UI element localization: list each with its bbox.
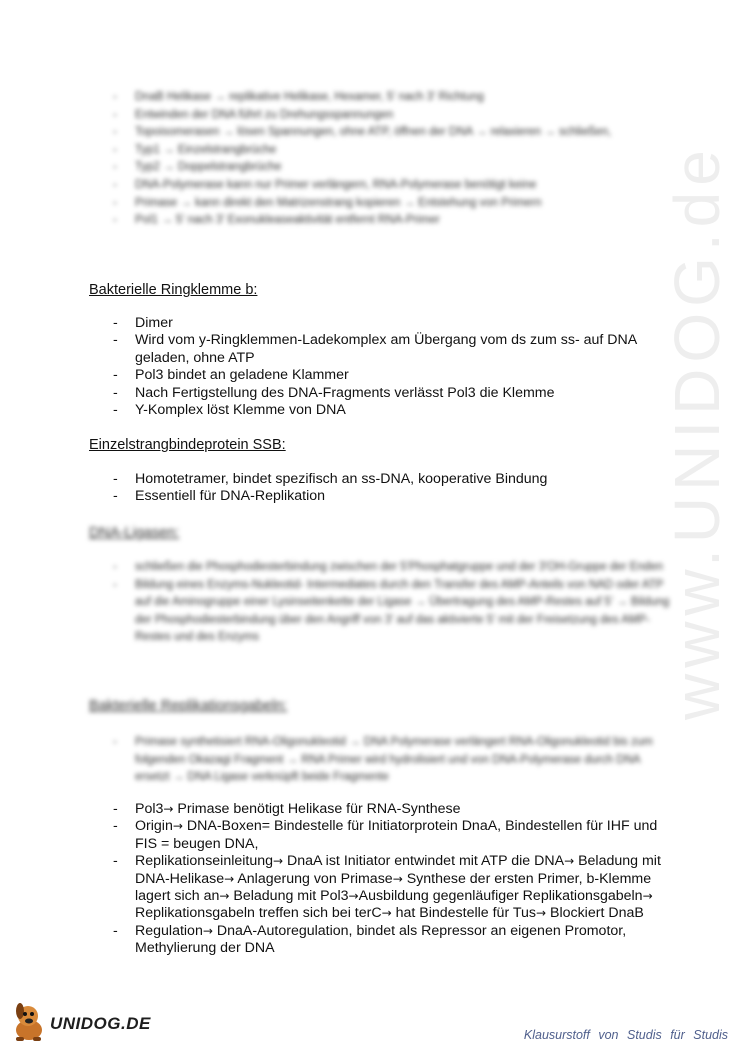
bullet-dash: - xyxy=(113,922,118,939)
gabeln-blurred-list xyxy=(113,734,673,787)
gabeln-list xyxy=(113,801,673,958)
section-heading-ligasen: DNA-Ligasen: xyxy=(89,525,180,541)
list-item: - Y-Komplex löst Klemme von DNA xyxy=(113,402,346,419)
footer-tagline: Klausurstoff von Studis für Studis xyxy=(523,1028,728,1042)
bullet-dash: - xyxy=(113,214,117,227)
arrow-icon: → xyxy=(348,889,359,904)
list-item: - Nach Fertigstellung des DNA-Fragments verlässt Pol3 die Klemme xyxy=(113,384,555,401)
ssb-list xyxy=(113,471,673,506)
bullet-dash: - xyxy=(113,402,118,419)
bullet-dash: - xyxy=(113,801,118,817)
logo-text: UNIDOG.DE xyxy=(50,1014,151,1033)
list-item: - Regulation→ DnaA-Autoregulation, bindet als Repressor an eigenen Promotor, Methylierung der DNA xyxy=(113,922,627,957)
list-item: - DNA-Polymerase kann nur Primer verlängern, RNA-Polymerase benötigt keine xyxy=(113,177,673,195)
list-item: - Primase → kann direkt den Matrizenstrang kopieren → Entstehung von Primern xyxy=(113,195,673,213)
list-item: - Homotetramer, bindet spezifisch an ss-DNA, kooperative Bindung xyxy=(113,471,548,487)
bullet-dash: - xyxy=(113,384,118,401)
list-item: - schließen die Phosphodiesterbindung zwischen der 5'Phosphatgruppe und der 3'OH-Gruppe der Enden xyxy=(113,559,673,577)
watermark: www.UNIDOG.de xyxy=(661,144,733,720)
bullet-dash: - xyxy=(113,126,117,139)
bullet-dash: - xyxy=(113,91,117,103)
list-item: - Pol1 → 5' nach 3' Exonukleaseaktivität entfernt RNA-Primer xyxy=(113,212,673,230)
bullet-dash: - xyxy=(113,818,118,835)
bullet-dash: - xyxy=(113,196,117,209)
arrow-icon: → xyxy=(642,889,653,904)
arrow-icon: → xyxy=(381,906,392,921)
arrow-icon: → xyxy=(219,889,230,904)
arrow-icon: → xyxy=(392,871,403,886)
bullet-dash: - xyxy=(113,488,118,505)
section-heading-gabeln: Bakterielle Replikationsgabeln: xyxy=(89,698,288,714)
section-heading-ringklemme: Bakterielle Ringklemme b: xyxy=(89,282,258,298)
section-heading-ssb: Einzelstrangbindeprotein SSB: xyxy=(89,437,286,453)
arrow-icon: → xyxy=(564,854,575,869)
arrow-icon: → xyxy=(224,871,235,886)
ringklemme-list xyxy=(113,315,673,419)
arrow-icon: → xyxy=(273,854,284,869)
blurred-top-list xyxy=(113,89,673,230)
dog-mascot-icon xyxy=(12,1000,46,1042)
bullet-dash: - xyxy=(113,561,117,573)
list-item: - Topoisomerasen → lösen Spannungen, ohne ATP, öffnen der DNA → relaxieren → schließen, xyxy=(113,124,673,142)
list-item: - Typ2 → Doppelstrangbrüche xyxy=(113,159,673,177)
list-item: - Origin→ DNA-Boxen= Bindestelle für Initiatorprotein DnaA, Bindestellen für IHF und FIS = beugen DNA, xyxy=(113,818,658,852)
bullet-dash: - xyxy=(113,178,117,191)
bullet-dash: - xyxy=(113,578,117,591)
arrow-icon: → xyxy=(163,802,174,816)
list-item: - Primase synthetisiert RNA-Oligonukleotid → DNA Polymerase verlängert RNA-Oligonukleotid bis zum folgenden Okazagi Fragment → RNA Primer wird hydrolisiert und von DNA-Polymerase durch DNA ersetzt → DNA Ligase verknüpft beide Fragmente xyxy=(113,736,653,784)
bullet-dash: - xyxy=(113,853,118,870)
list-item: - Pol3 bindet an geladene Klammer xyxy=(113,367,349,384)
list-item: - Wird vom y-Ringklemmen-Ladekomplex am Übergang vom ds zum ss- auf DNA geladen, ohne ATP xyxy=(113,332,637,366)
unidog-logo xyxy=(12,1000,151,1042)
list-item: - DnaB Helikase → replikative Helikase, Hexamer, 5' nach 3' Richtung xyxy=(113,89,673,107)
bullet-dash: - xyxy=(113,161,117,174)
bullet-dash: - xyxy=(113,108,117,121)
arrow-icon: → xyxy=(202,923,213,938)
list-item: - Bildung eines Enzyms-Nukleotid- Intermediates durch den Transfer des AMP-Anteils von NAD oder ATP auf die Aminogruppe einer Lysinseitenkette der Ligase → Übertragung des AMP-Restes auf 5' → Bildung der Phosphodiesterbindung über den Angriff von 3' auf das aktivierte 5' mit der Freisetzung des AMP-Restes und des Enzyms xyxy=(113,578,670,644)
list-item: - Dimer xyxy=(113,315,173,331)
bullet-dash: - xyxy=(113,315,118,331)
ligasen-list xyxy=(113,559,673,647)
list-item: - Typ1 → Einzelstrangbrüche xyxy=(113,142,673,160)
bullet-dash: - xyxy=(113,367,118,384)
list-item: - Replikationseinleitung→ DnaA ist Initiator entwindet mit ATP die DNA→ Beladung mit DNA-Helikase→ Anlagerung von Primase→ Synthese der ersten Primer, b-Klemme lagert sich an→ Beladung mit Pol3→Ausbildung gegenläufiger Replikationsgabeln→ Replikationsgabeln treffen sich bei terC→ hat Bindestelle für Tus→ Blockiert DnaB xyxy=(113,853,661,922)
arrow-icon: → xyxy=(535,906,547,921)
arrow-icon: → xyxy=(172,819,183,834)
list-item: - Pol3→ Primase benötigt Helikase für RNA-Synthese xyxy=(113,801,461,817)
bullet-dash: - xyxy=(113,471,118,487)
bullet-dash: - xyxy=(113,332,118,349)
list-item: - Essentiell für DNA-Replikation xyxy=(113,488,326,505)
bullet-dash: - xyxy=(113,736,117,748)
list-item: - Entwinden der DNA führt zu Drehungsspannungen xyxy=(113,107,673,125)
bullet-dash: - xyxy=(113,143,117,156)
